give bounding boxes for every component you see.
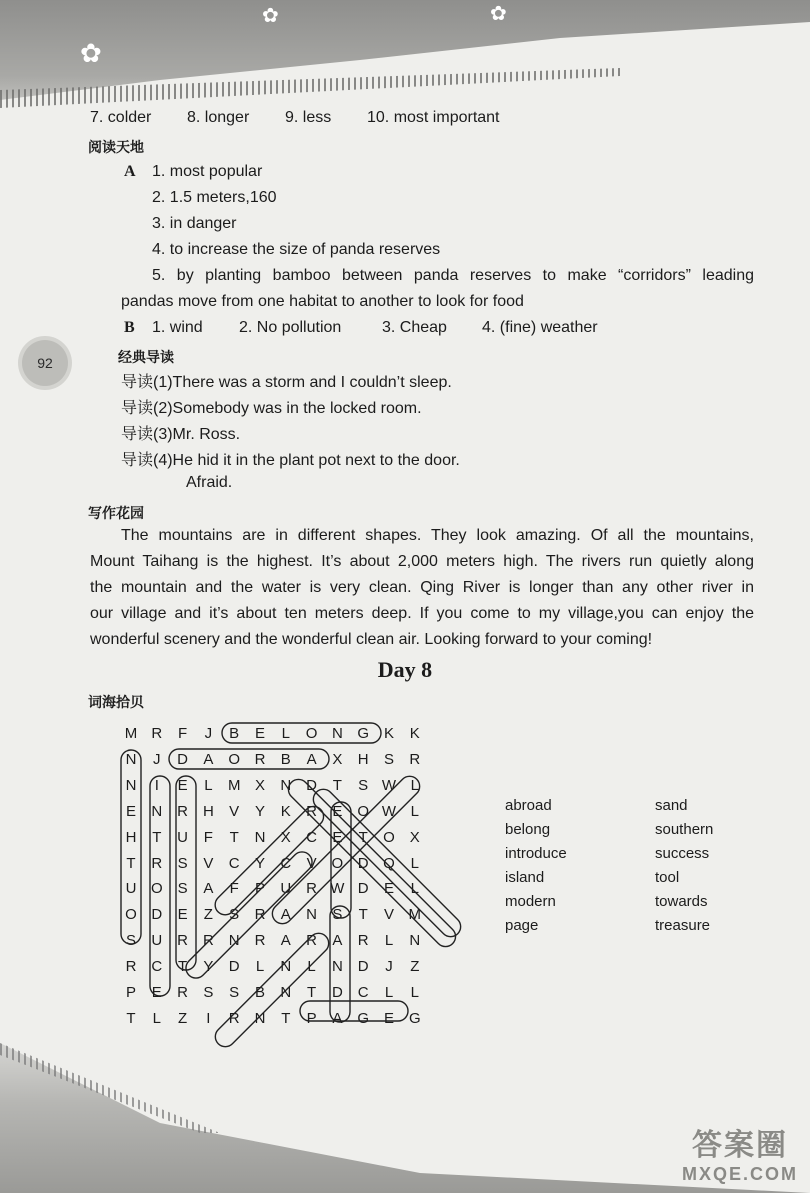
grid-letter: L (204, 776, 213, 794)
grid-letter: W (330, 880, 345, 898)
answer-a3: 3. in danger (152, 215, 237, 232)
grid-letter: C (306, 828, 318, 846)
word-list-item: treasure (655, 917, 711, 934)
word-list-item: southern (655, 821, 714, 838)
grid-letter: N (280, 776, 292, 794)
grid-letter: E (383, 880, 394, 898)
answer-7: 7. colder (90, 109, 152, 126)
grid-letter: T (152, 828, 162, 846)
grid-letter: Z (410, 958, 420, 976)
grid-letter: D (306, 776, 318, 794)
grid-letter: C (228, 854, 240, 872)
circle-modern (211, 802, 328, 919)
grid-letter: B (254, 984, 265, 1001)
grid-letter: E (177, 906, 188, 924)
word-list-left (505, 794, 567, 938)
grid-letter: N (125, 750, 137, 768)
grid-letter: B (280, 750, 291, 768)
grid-letter: S (383, 750, 394, 768)
grid-letter: S (332, 906, 343, 924)
grid-letter: T (229, 828, 239, 846)
grid-letter: E (254, 725, 265, 742)
grid-letter: R (254, 906, 266, 924)
grid-letter: O (357, 802, 370, 820)
circle-belong (222, 723, 381, 743)
grid-letter: O (331, 854, 344, 872)
grid-letter: S (229, 984, 240, 1001)
grid-letter: N (228, 932, 240, 950)
answer-8: 8. longer (187, 109, 250, 126)
grid-letter: R (306, 880, 318, 898)
grid-letter: S (125, 932, 136, 950)
watermark-logo (682, 1120, 798, 1185)
grid-letter: M (408, 906, 422, 924)
grid-letter: M (227, 776, 241, 794)
grid-letter: C (280, 854, 292, 872)
grid-letter: U (151, 932, 163, 950)
guide-answer-2: 导读(2)Somebody was in the locked room. (121, 400, 422, 417)
grid-letter: N (409, 932, 421, 950)
grid-letter: N (280, 984, 292, 1001)
answer-b1: 1. wind (152, 319, 203, 336)
word-list-item: success (655, 845, 710, 862)
grid-letter: P (254, 880, 265, 898)
grid-letter: L (410, 984, 419, 1001)
word-list-right (655, 794, 713, 938)
grid-letter: Y (254, 854, 265, 872)
grid-letter: R (151, 854, 163, 872)
grid-letter: R (254, 750, 266, 768)
grid-letter: Y (203, 958, 214, 976)
grid-letter: H (202, 802, 214, 820)
grid-letter: S (203, 984, 214, 1001)
word-list-item: towards (655, 893, 708, 910)
grid-letter: D (357, 880, 369, 898)
grid-letter: E (332, 802, 343, 820)
grid-letter: W (381, 802, 397, 820)
grid-letter: F (203, 828, 213, 846)
grid-letter: N (151, 802, 163, 820)
grid-letter: T (307, 984, 317, 1001)
grid-letter: Z (203, 906, 213, 924)
circle-tool (331, 802, 351, 918)
guide-answer-4: 导读(4)He hid it in the plant pot next to the door. (121, 452, 460, 469)
word-list-item: sand (655, 797, 688, 814)
grid-letter: E (151, 984, 162, 1001)
answer-b4: 4. (fine) weather (482, 319, 598, 336)
grid-letter: V (203, 854, 214, 872)
grid-letter: D (228, 958, 240, 976)
grid-letter: I (154, 776, 159, 794)
grid-letter: T (126, 1009, 136, 1027)
grid-letter: L (152, 1009, 161, 1027)
grid-letter: S (358, 776, 369, 794)
grid-letter: L (384, 932, 394, 950)
grid-letter: G (357, 725, 370, 742)
grid-letter: R (125, 958, 137, 976)
word-list-item: page (505, 917, 539, 934)
grid-letter: D (151, 906, 163, 924)
grid-letter: S (229, 906, 240, 924)
grid-letter: R (151, 725, 163, 742)
writing-line-3: the mountain and the water is very clean. Qing River is longer than any other river in (90, 579, 754, 596)
flower-icon: ✿ (490, 3, 507, 25)
watermark-line-2: MXQE.COM (681, 1164, 798, 1184)
grid-letter: V (383, 906, 394, 924)
grid-letter: A (280, 932, 291, 950)
grid-letter: L (307, 958, 316, 976)
grid-letter: R (228, 1009, 240, 1027)
page-number: 92 (37, 355, 53, 371)
word-list-item: introduce (505, 845, 567, 862)
circle-daorba (169, 749, 329, 769)
grid-letter: N (331, 725, 343, 742)
grid-letter: T (126, 854, 136, 872)
grid-letter: E (383, 1009, 394, 1027)
grid-letter: U (125, 880, 137, 898)
grid-letter: E (177, 776, 188, 794)
grid-letter: R (202, 932, 214, 950)
grid-letter: Y (254, 802, 265, 820)
grid-letter: T (281, 1009, 291, 1027)
grid-letter: A (280, 906, 291, 924)
grid-letter: H (125, 828, 137, 846)
grid-letter: L (410, 802, 419, 820)
section-a-label: A (124, 163, 136, 180)
grid-letter: X (280, 828, 291, 846)
grid-letter: L (255, 958, 265, 976)
grid-letter: V (306, 854, 317, 872)
grid-letter: R (306, 802, 318, 820)
grid-letter: L (384, 984, 394, 1001)
grid-letter: R (177, 984, 189, 1001)
answer-a4: 4. to increase the size of panda reserves (152, 241, 441, 258)
word-list-item: tool (655, 869, 680, 886)
grid-letter: A (203, 750, 214, 768)
grid-letter: R (177, 932, 189, 950)
word-list-item: modern (505, 893, 556, 910)
grid-letter: L (410, 880, 419, 898)
grid-letter: R (177, 802, 189, 820)
answer-9: 9. less (285, 109, 332, 126)
grid-letter: P (125, 984, 136, 1001)
grid-letter: A (203, 880, 214, 898)
circle-page (300, 1001, 408, 1021)
word-list-item: belong (505, 821, 551, 838)
grid-letter: V (229, 802, 240, 820)
grid-letter: E (125, 802, 136, 820)
circle-southern (268, 772, 424, 928)
grid-letter: Z (178, 1009, 188, 1027)
day-title: Day 8 (377, 657, 433, 682)
grid-letter: O (305, 725, 318, 742)
grid-letter: D (177, 750, 189, 768)
grid-letter: F (229, 880, 239, 898)
guide-answer-3: 导读(3)Mr. Ross. (121, 426, 241, 443)
answer-a5-continued: pandas move from one habitat to another to look for food (121, 293, 524, 310)
answer-a2: 2. 1.5 meters,160 (152, 189, 277, 206)
grid-letter: E (332, 828, 343, 846)
grid-letter: S (177, 880, 188, 898)
circle-introduce (150, 776, 170, 996)
grid-letter: C (151, 958, 163, 976)
grid-letter: X (409, 828, 420, 846)
grid-letter: L (410, 776, 419, 794)
grid-letter: T (178, 958, 188, 976)
grid-letter: N (331, 958, 343, 976)
grid-letter: J (385, 958, 393, 976)
grid-letter: N (280, 958, 292, 976)
grid-letter: O (228, 750, 241, 768)
writing-line-5: wonderful scenery and the wonderful clean air. Looking forward to your coming! (90, 631, 653, 648)
grid-letter: A (306, 750, 317, 768)
grid-letter: G (408, 1009, 421, 1027)
answer-b2: 2. No pollution (239, 319, 342, 336)
grid-letter: P (306, 1009, 317, 1027)
grid-letter: A (332, 932, 343, 950)
grid-letter: K (409, 725, 420, 742)
grid-letter: O (150, 880, 163, 898)
flower-icon: ✿ (80, 38, 102, 68)
grid-letter: Q (383, 854, 395, 872)
grid-letter: I (206, 1009, 211, 1027)
grid-letter: L (410, 854, 419, 872)
circle-sand (330, 906, 350, 1022)
grid-letter: U (177, 828, 189, 846)
circle-island (211, 929, 333, 1051)
grid-letter: X (332, 750, 343, 768)
grid-letter: J (153, 750, 161, 768)
grid-letter: N (254, 828, 266, 846)
grid-letter: T (358, 828, 368, 846)
guide-answer-5: Afraid. (186, 474, 233, 491)
vocab-heading: 词海拾贝 (88, 695, 144, 711)
word-list-item: abroad (505, 797, 552, 814)
watermark-line-1: 答案圈 (691, 1128, 788, 1163)
grid-letter: D (331, 984, 343, 1001)
grid-letter: N (306, 906, 318, 924)
grid-letter: J (204, 725, 213, 742)
grid-letter: O (125, 906, 137, 924)
guide-answer-1: 导读(1)There was a storm and I couldn’t sleep. (121, 374, 452, 391)
grid-letter: D (357, 854, 369, 872)
grid-letter: H (357, 750, 369, 768)
grid-letter: B (229, 725, 240, 742)
grid-letter: T (358, 906, 368, 924)
flower-icon: ✿ (262, 5, 279, 27)
classic-reading-heading: 经典导读 (118, 350, 174, 366)
answer-a5: 5. by planting bamboo between panda reserves to make “corridors” leading (152, 267, 754, 284)
grid-letter: F (178, 725, 188, 742)
grid-letter: C (357, 984, 369, 1001)
grid-letter: A (332, 1009, 343, 1027)
section-b-label: B (124, 319, 135, 336)
grid-letter: R (254, 932, 266, 950)
word-list-item: island (505, 869, 545, 886)
grid-letter: W (381, 776, 397, 794)
grid-letter: M (124, 725, 138, 742)
answer-10: 10. most important (367, 109, 500, 126)
grid-letter: X (254, 776, 265, 794)
grid-letter: G (357, 1009, 370, 1027)
grid-letter: K (383, 725, 394, 742)
grid-letter: D (357, 958, 369, 976)
grid-letter: O (383, 828, 395, 846)
grid-letter: U (280, 880, 292, 898)
grid-letter: R (306, 932, 318, 950)
answer-b3: 3. Cheap (382, 319, 447, 336)
reading-heading: 阅读天地 (88, 140, 144, 156)
grid-letter: N (125, 776, 137, 794)
writing-heading: 写作花园 (88, 506, 144, 522)
writing-line-4: our village and it’s about ten meters deep. If you come to my village,you can enjoy the (90, 605, 754, 622)
answer-a1: 1. most popular (152, 163, 263, 180)
grid-letter: K (280, 802, 291, 820)
circle-treasure (176, 776, 196, 970)
grid-letter: R (409, 750, 421, 768)
writing-line-2: Mount Taihang is the highest. It’s about 2,000 meters high. The rivers run quietly along (90, 553, 754, 570)
grid-letter: T (332, 776, 342, 794)
circle-northus (121, 750, 141, 944)
grid-letter: S (177, 854, 188, 872)
writing-line-1: The mountains are in different shapes. They look amazing. Of all the mountains, (121, 527, 754, 544)
grid-letter: R (357, 932, 369, 950)
grid-letter: N (254, 1009, 266, 1027)
grid-letter: L (281, 725, 290, 742)
